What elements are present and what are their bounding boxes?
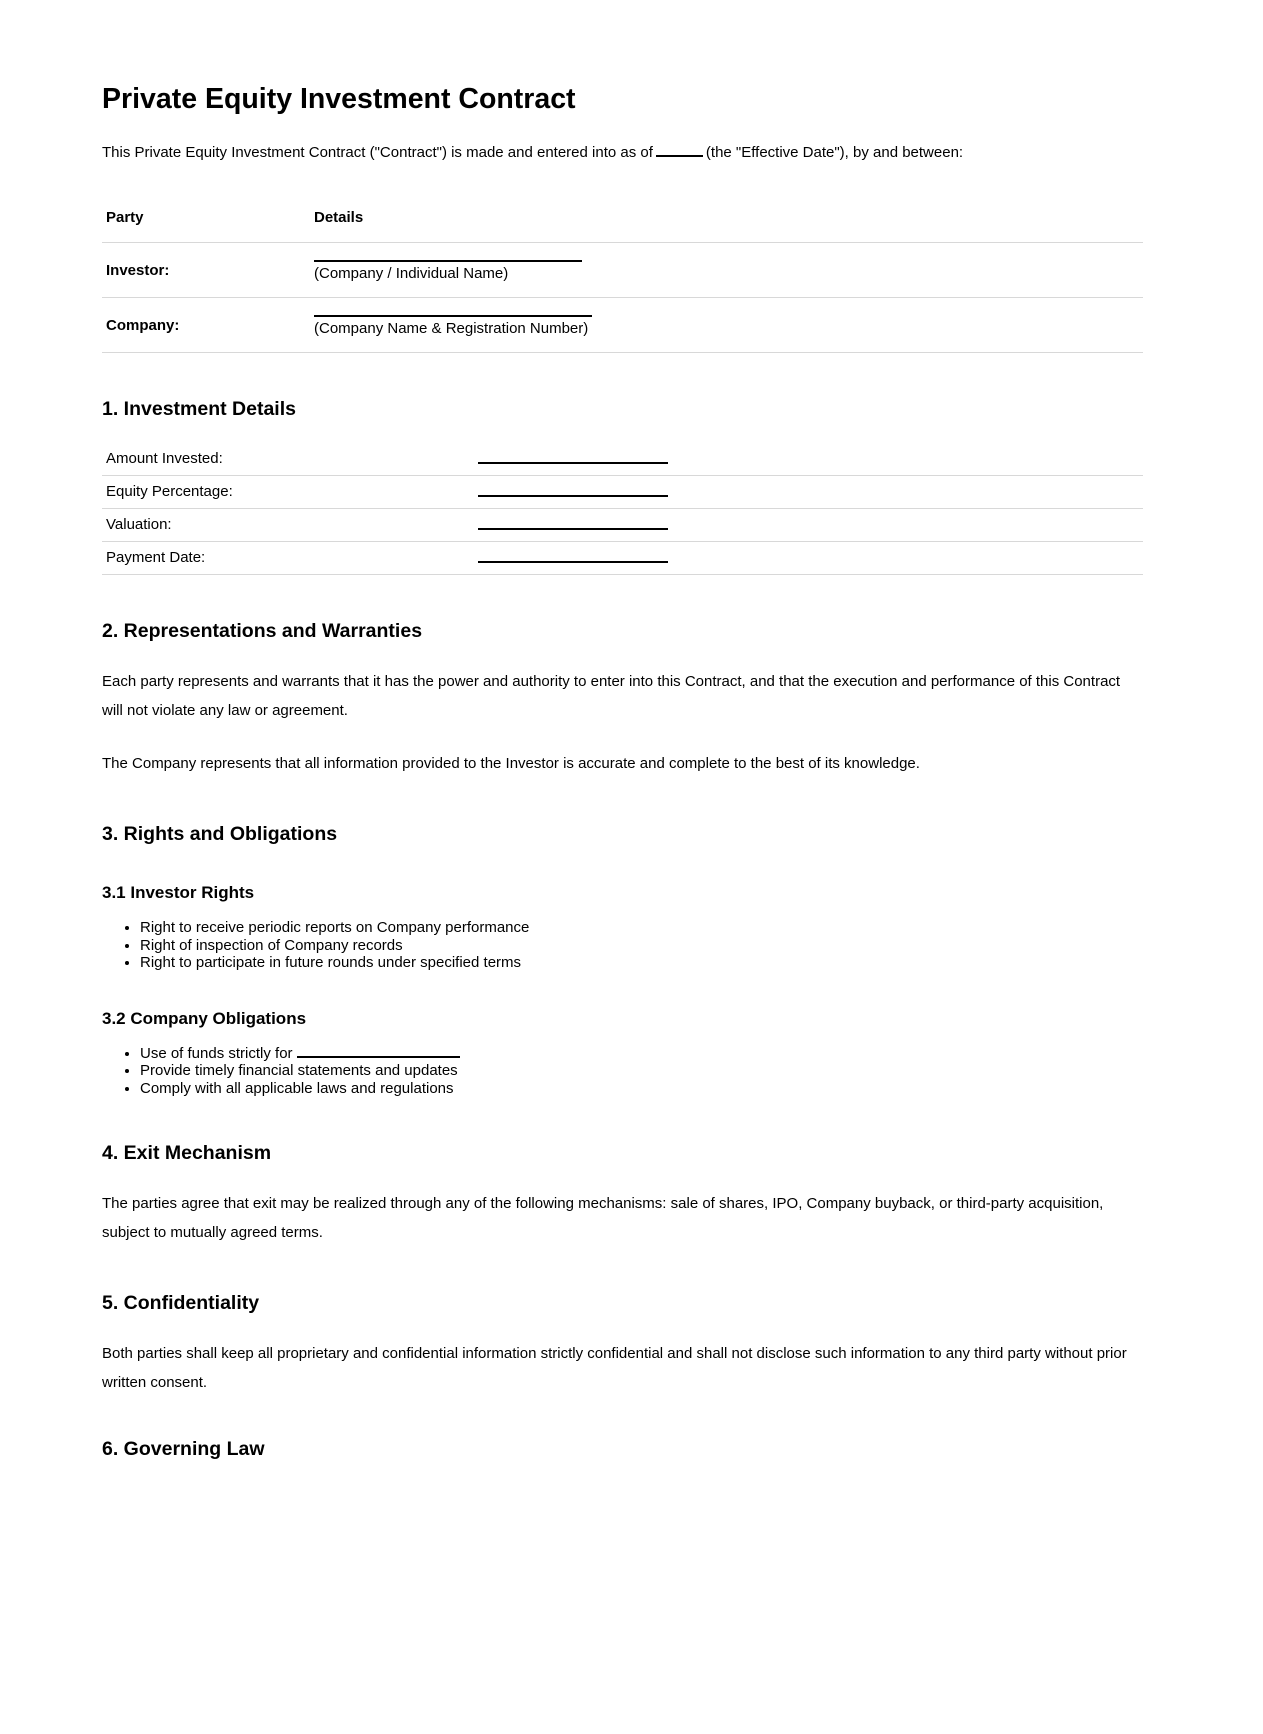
table-row — [102, 476, 1143, 509]
payment-date-cell — [474, 542, 1143, 575]
use-of-funds-text: Use of funds strictly for — [140, 1044, 293, 1062]
section-1-heading: 1. Investment Details — [102, 398, 296, 420]
investment-details-table — [102, 443, 1143, 575]
section-3-heading: 3. Rights and Obligations — [102, 823, 338, 845]
list-item: • Provide timely financial statements and updates — [140, 1062, 1143, 1080]
valuation-cell — [474, 509, 1143, 542]
equity-percentage-label: Equity Percentage: — [102, 476, 474, 509]
list-item: • Comply with all applicable laws and regulations — [140, 1080, 1143, 1098]
intro-text-before: This Private Equity Investment Contract ("Contract") is made and entered into as of — [102, 144, 653, 161]
company-obligations-list — [102, 1045, 1143, 1098]
investor-rights-list — [102, 919, 1143, 972]
section-6-heading-clipped: 6. Governing Law — [102, 1438, 265, 1460]
section-2-heading: 2. Representations and Warranties — [102, 620, 423, 642]
contract-document — [102, 0, 1143, 1483]
company-label: Company: — [102, 298, 310, 353]
parties-header-details: Details — [310, 201, 1143, 243]
amount-invested-cell — [474, 443, 1143, 476]
investor-label: Investor: — [102, 243, 310, 298]
parties-header-row — [102, 201, 1143, 243]
document-title: Private Equity Investment Contract — [102, 83, 576, 115]
list-item: • Right to participate in future rounds under specified terms — [140, 954, 1143, 972]
valuation-label: Valuation: — [102, 509, 474, 542]
amount-invested-blank — [478, 454, 668, 464]
investor-details-cell — [310, 243, 1143, 298]
table-row — [102, 443, 1143, 476]
section-5-paragraph: Both parties shall keep all proprietary and confidential information strictly confidential and shall not disclose such information to any third party without prior written consent. — [102, 1345, 1127, 1391]
amount-invested-label: Amount Invested: — [102, 443, 474, 476]
section-4-heading: 4. Exit Mechanism — [102, 1142, 272, 1164]
section-3-2-heading: 3.2 Company Obligations — [102, 1008, 307, 1028]
payment-date-blank — [478, 553, 668, 563]
section-5-heading: 5. Confidentiality — [102, 1292, 260, 1314]
investor-name-blank — [314, 256, 582, 262]
equity-percentage-cell — [474, 476, 1143, 509]
intro-text-after: (the "Effective Date"), by and between: — [705, 144, 964, 161]
list-item — [140, 1045, 1143, 1063]
parties-table — [102, 201, 1143, 353]
payment-date-label: Payment Date: — [102, 542, 474, 575]
valuation-blank — [478, 520, 668, 530]
investor-name-hint: (Company / Individual Name) — [314, 265, 509, 282]
list-item: • Right to receive periodic reports on Company performance — [140, 919, 1143, 937]
company-details-cell — [310, 298, 1143, 353]
clipped-bottom-region — [102, 1437, 1143, 1483]
section-2-paragraph-2: The Company represents that all information provided to the Investor is accurate and complete to the best of its knowledge. — [102, 755, 920, 772]
parties-header-party: Party — [102, 201, 310, 243]
effective-date-blank — [656, 144, 703, 157]
table-row — [102, 298, 1143, 353]
section-4-paragraph: The parties agree that exit may be realized through any of the following mechanisms: sale of shares, IPO, Company buyback, or third-party acquisition, subject to mutually agreed terms. — [102, 1195, 1104, 1241]
table-row — [102, 243, 1143, 298]
table-row — [102, 509, 1143, 542]
use-of-funds-blank — [297, 1045, 460, 1058]
intro-paragraph — [102, 138, 1143, 167]
section-3-1-heading: 3.1 Investor Rights — [102, 883, 255, 902]
section-2-paragraph-1: Each party represents and warrants that it has the power and authority to enter into this Contract, and that the execution and performance of this Contract will not violate any law or agreement. — [102, 673, 1121, 719]
company-name-blank — [314, 311, 592, 317]
table-row — [102, 542, 1143, 575]
list-item: • Right of inspection of Company records — [140, 937, 1143, 955]
equity-percentage-blank — [478, 487, 668, 497]
company-name-hint: (Company Name & Registration Number) — [314, 320, 589, 337]
